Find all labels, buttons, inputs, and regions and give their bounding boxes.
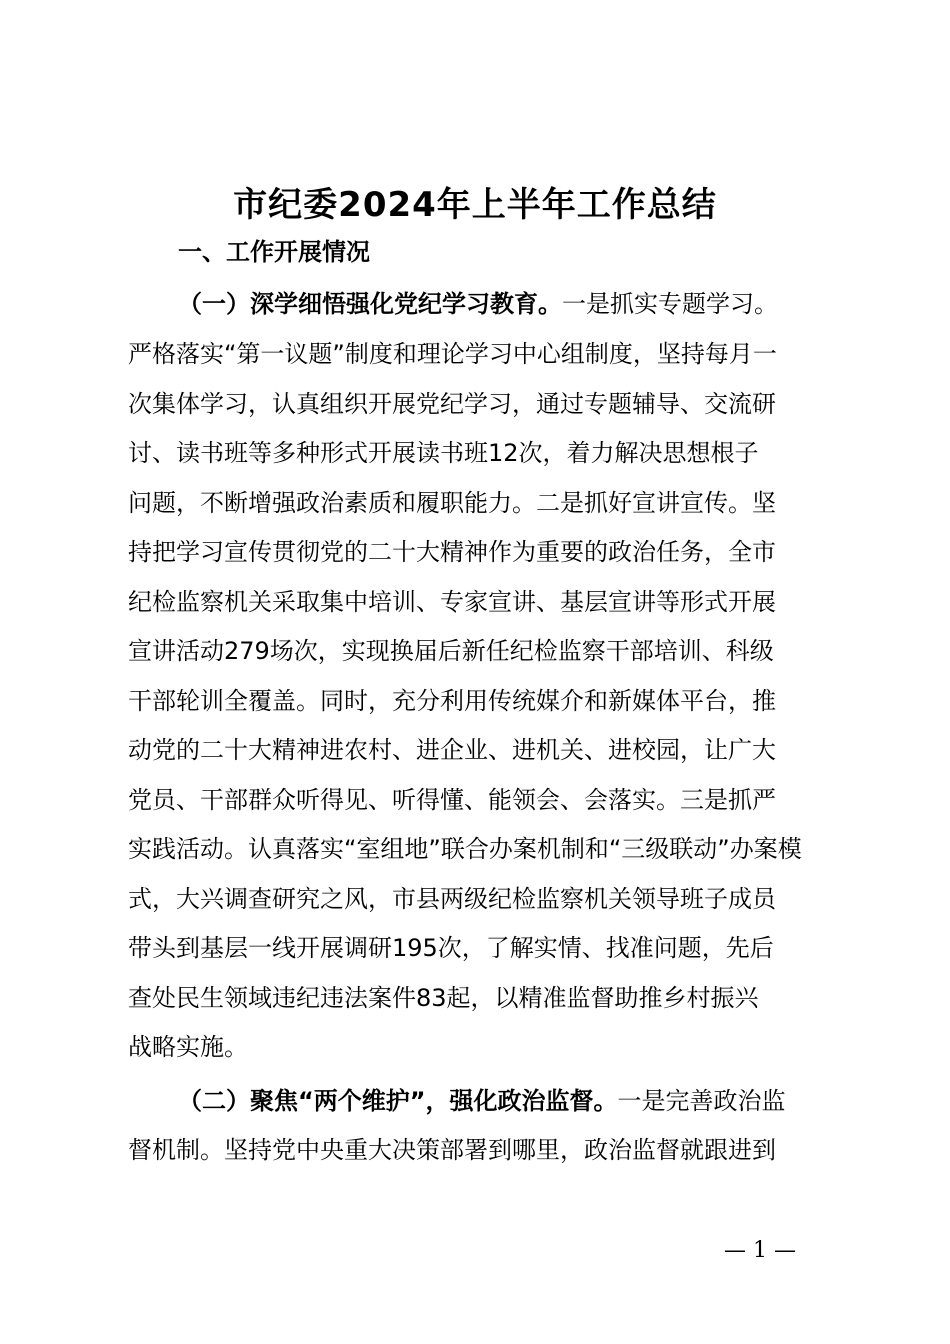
paragraph-line: 查处民生领域违纪违法案件83起，以精准监督助推乡村振兴 xyxy=(128,984,759,1012)
paragraph-line: 督机制。坚持党中央重大决策部署到哪里，政治监督就跟进到 xyxy=(128,1136,776,1164)
paragraph-line: 战略实施。 xyxy=(128,1033,248,1061)
paragraph-line xyxy=(178,284,833,324)
page-number: — 1 — xyxy=(724,1238,796,1263)
paragraph-line: 纪检监察机关采取集中培训、专家宣讲、基层宣讲等形式开展 xyxy=(128,588,776,616)
paragraph-line: 问题，不断增强政治素质和履职能力。二是抓好宣讲宣传。坚 xyxy=(128,489,776,517)
paragraph-line: 严格落实“第一议题”制度和理论学习中心组制度，坚持每月一 xyxy=(128,340,777,368)
paragraph-line: 实践活动。认真落实“室组地”联合办案机制和“三级联动”办案模 xyxy=(128,835,802,863)
paragraph-text: 一是完善政治监 xyxy=(617,1087,786,1115)
section-heading: 一、工作开展情况 xyxy=(178,238,370,266)
paragraph-line: 宣讲活动279场次，实现换届后新任纪检监察干部培训、科级 xyxy=(128,637,774,665)
paragraph-line: 党员、干部群众听得见、听得懂、能领会、会落实。三是抓严 xyxy=(128,786,776,814)
paragraph-line: 动党的二十大精神进农村、进企业、进机关、进校园，让广大 xyxy=(128,736,776,764)
paragraph-text: 一是抓实专题学习。 xyxy=(562,290,778,318)
paragraph-line xyxy=(178,1081,833,1121)
document-title: 市纪委2024年上半年工作总结 xyxy=(233,185,717,225)
paragraph-line: 讨、读书班等多种形式开展读书班12次，着力解决思想根子 xyxy=(128,439,759,467)
paragraph-line: 持把学习宣传贯彻党的二十大精神作为重要的政治任务，全市 xyxy=(128,538,776,566)
paragraph-line: 干部轮训全覆盖。同时，充分利用传统媒介和新媒体平台，推 xyxy=(128,687,776,715)
subsection-heading-1: （一）深学细悟强化党纪学习教育。 xyxy=(178,290,562,318)
paragraph-line: 式，大兴调查研究之风，市县两级纪检监察机关领导班子成员 xyxy=(128,885,776,913)
subsection-heading-2: （二）聚焦“两个维护”，强化政治监督。 xyxy=(178,1087,618,1115)
paragraph-line: 次集体学习，认真组织开展党纪学习，通过专题辅导、交流研 xyxy=(128,390,776,418)
paragraph-line: 带头到基层一线开展调研195次，了解实情、找准问题，先后 xyxy=(128,934,774,962)
